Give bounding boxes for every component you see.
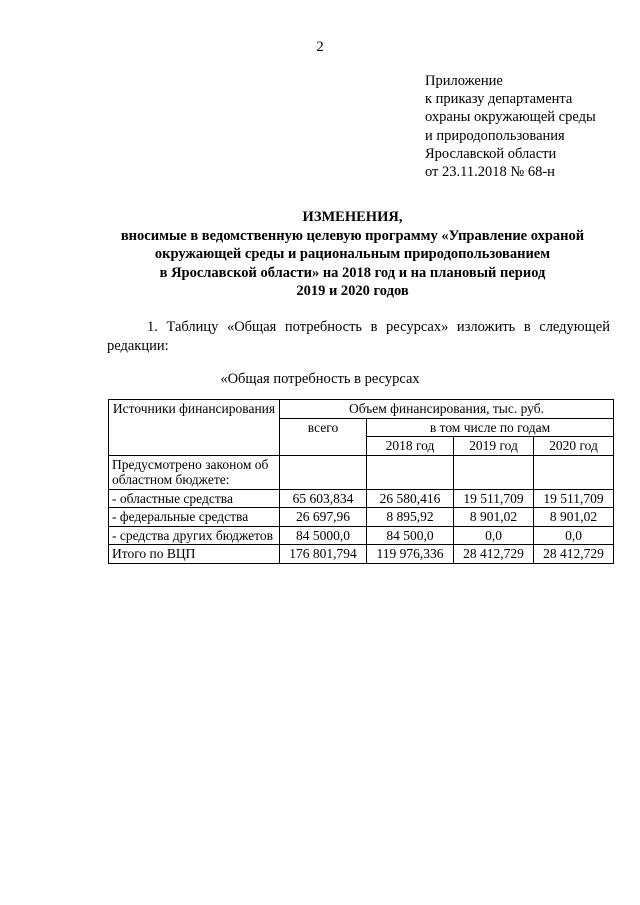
table-row <box>109 489 614 508</box>
cell-2020: 0,0 <box>534 526 614 545</box>
cell-2018: 119 976,336 <box>367 545 454 564</box>
paragraph-line: 1. Таблицу «Общая потребность в ресурсах» изложить в следующей <box>147 319 610 335</box>
table-caption: «Общая потребность в ресурсах <box>220 371 420 387</box>
cell-2020: 8 901,02 <box>534 508 614 527</box>
header-year-2019: 2019 год <box>454 437 534 456</box>
cell-2018 <box>367 455 454 489</box>
cell-2019: 19 511,709 <box>454 489 534 508</box>
cell-total: 84 5000,0 <box>280 526 367 545</box>
paragraph-line: редакции: <box>107 337 169 354</box>
heading-line: окружающей среды и рациональным природопользованием <box>154 246 551 262</box>
heading-line: 2019 и 2020 годов <box>296 283 409 299</box>
cell-2020: 19 511,709 <box>534 489 614 508</box>
appendix-line: охраны окружающей среды <box>425 109 596 126</box>
cell-2019: 0,0 <box>454 526 534 545</box>
row-label: Итого по ВЦП <box>109 545 280 564</box>
cell-2020 <box>534 455 614 489</box>
header-total: всего <box>280 418 367 455</box>
cell-total: 26 697,96 <box>280 508 367 527</box>
table-row <box>109 508 614 527</box>
appendix-line: к приказу департамента <box>425 91 573 108</box>
heading-line: вносимые в ведомственную целевую программу «Управление охраной <box>120 227 585 244</box>
cell-2019: 8 901,02 <box>454 508 534 527</box>
header-year-2018: 2018 год <box>367 437 454 456</box>
appendix-line: и природопользования <box>425 127 565 144</box>
table-header-row <box>109 400 614 419</box>
cell-2018: 84 500,0 <box>367 526 454 545</box>
appendix-block <box>425 72 635 181</box>
table-row <box>109 455 614 489</box>
table-row <box>109 526 614 545</box>
cell-2019 <box>454 455 534 489</box>
resources-table <box>108 399 614 564</box>
header-year-2020: 2020 год <box>534 437 614 456</box>
cell-2019: 28 412,729 <box>454 545 534 564</box>
heading-title: ИЗМЕНЕНИЯ, <box>302 209 403 225</box>
page-number: 2 <box>316 39 324 55</box>
header-sources: Источники финансирования <box>109 400 280 456</box>
cell-total <box>280 455 367 489</box>
cell-total: 65 603,834 <box>280 489 367 508</box>
appendix-line: от 23.11.2018 № 68-н <box>425 164 555 181</box>
row-label: Предусмотрено законом об областном бюджете: <box>109 455 280 489</box>
heading-line: в Ярославской области» на 2018 год и на плановый период <box>159 264 546 281</box>
cell-2018: 8 895,92 <box>367 508 454 527</box>
row-label: - областные средства <box>109 489 280 508</box>
header-by-years: в том числе по годам <box>367 418 614 437</box>
body-paragraph <box>107 318 610 355</box>
appendix-line: Приложение <box>425 73 503 89</box>
table-row <box>109 545 614 564</box>
row-label: - средства других бюджетов <box>109 526 280 545</box>
cell-2020: 28 412,729 <box>534 545 614 564</box>
cell-total: 176 801,794 <box>280 545 367 564</box>
row-label: - федеральные средства <box>109 508 280 527</box>
header-volume: Объем финансирования, тыс. руб. <box>280 400 614 419</box>
cell-2018: 26 580,416 <box>367 489 454 508</box>
appendix-line: Ярославской области <box>425 145 557 162</box>
document-heading <box>90 208 615 301</box>
